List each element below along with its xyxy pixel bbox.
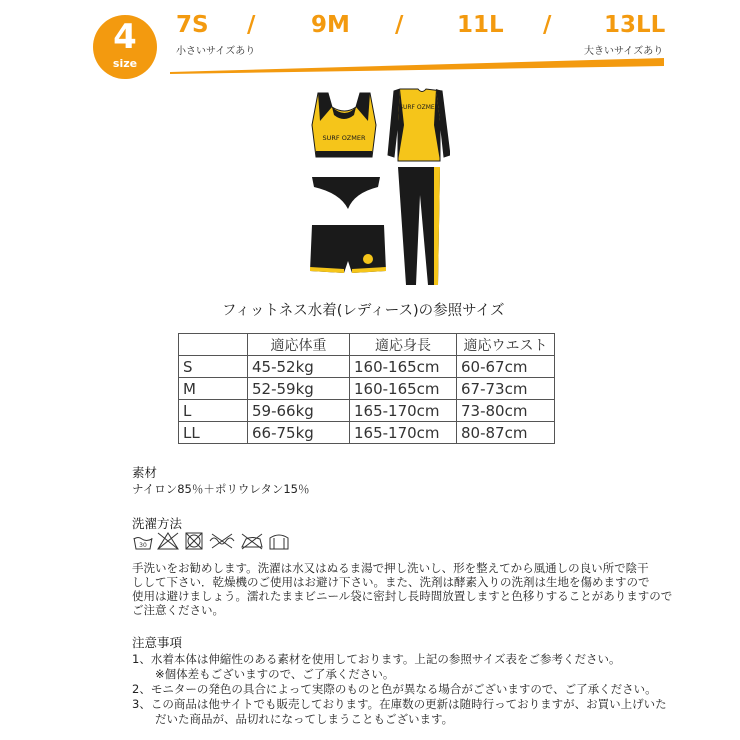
table-cell: 160-165cm [350,378,457,400]
table-cell: 67-73cm [457,378,555,400]
table-cell: 45-52kg [248,356,350,378]
washing-line: しして下さい．乾燥機のご使用はお避け下さい。また、洗剤は酵素入りの洗剤は生地を傷めますので [132,575,650,589]
notes-line: 1、水着本体は伸縮性のある素材を使用しております。上記の参照サイズ表をご参考ください。 [132,652,621,666]
notes-heading: 注意事項 [132,635,183,650]
table-cell: L [179,400,248,422]
table-cell: 59-66kg [248,400,350,422]
size-separator: / [395,12,404,38]
size-9m: 9M [311,12,350,38]
notes-line: ※個体差もございますので、ご了承ください。 [132,667,395,681]
sports-bra [312,93,376,157]
washing-heading: 洗濯方法 [132,516,183,531]
size-separator: / [247,12,256,38]
no-tumble-dry-icon [186,533,202,549]
no-bleach-icon [158,533,178,549]
table-row [179,422,555,444]
swimsuit-set-image [300,85,450,290]
badge-number: 4 [113,17,137,57]
swim-shorts [310,225,386,273]
table-cell: M [179,378,248,400]
notes-line: 3、この商品は他サイトでも販売しております。在庫数の更新は随時行っておりますが、お買い上げいた [132,697,667,711]
table-header: 適応身長 [350,334,457,356]
table-header [179,334,248,356]
hang-dry-icon [270,535,288,549]
table-cell: LL [179,422,248,444]
large-size-note: 大きいサイズあり [584,46,664,57]
svg-text:30: 30 [139,542,147,549]
table-row [179,378,555,400]
top-logo: SURF OZMER [399,104,439,111]
material-heading: 素材 [132,465,158,480]
badge-label: size [112,57,138,70]
header-underline [170,54,664,76]
size-table-title: フィットネス水着(レディース)の参照サイズ [222,303,505,319]
size-7s: 7S [176,12,209,38]
table-cell: 66-75kg [248,422,350,444]
size-badge [93,15,157,79]
size-table [178,333,555,444]
no-wring-icon [210,534,234,548]
size-separator: / [543,12,552,38]
small-size-note: 小さいサイズあり [176,46,256,57]
washing-line: 手洗いをお勧めします。洗濯は水又はぬるま湯で押し洗いし、形を整えてから風通しの良い所で陰干 [132,561,649,575]
no-iron-icon [242,534,262,549]
table-cell: 80-87cm [457,422,555,444]
table-cell: 160-165cm [350,356,457,378]
material-text: ナイロン85％＋ポリウレタン15％ [132,482,310,496]
bra-logo: SURF OZMER [322,134,366,142]
table-cell: 165-170cm [350,400,457,422]
table-row [179,356,555,378]
table-header-row [179,334,555,356]
table-header: 適応ウエスト [457,334,555,356]
washing-line: ご注意ください。 [132,603,224,617]
leggings [398,167,440,285]
washing-line: 使用は避けましょう。濡れたままビニール袋に密封し長時間放置しますと色移りすることがありますので [132,589,673,603]
size-11l: 11L [457,12,504,38]
rash-guard [388,89,450,161]
table-cell: S [179,356,248,378]
size-13ll: 13LL [604,12,666,38]
swim-briefs [312,177,380,209]
notes-line: 2、モニターの発色の具合によって実際のものと色が異なる場合がございますので、ご了承ください。 [132,682,657,696]
table-cell: 73-80cm [457,400,555,422]
notes-line: だいた商品が、品切れになってしまうこともございます。 [132,712,454,726]
table-cell: 60-67cm [457,356,555,378]
table-header: 適応体重 [248,334,350,356]
care-icons [132,530,292,552]
table-cell: 52-59kg [248,378,350,400]
hand-wash-icon [134,538,152,550]
table-cell: 165-170cm [350,422,457,444]
table-row [179,400,555,422]
